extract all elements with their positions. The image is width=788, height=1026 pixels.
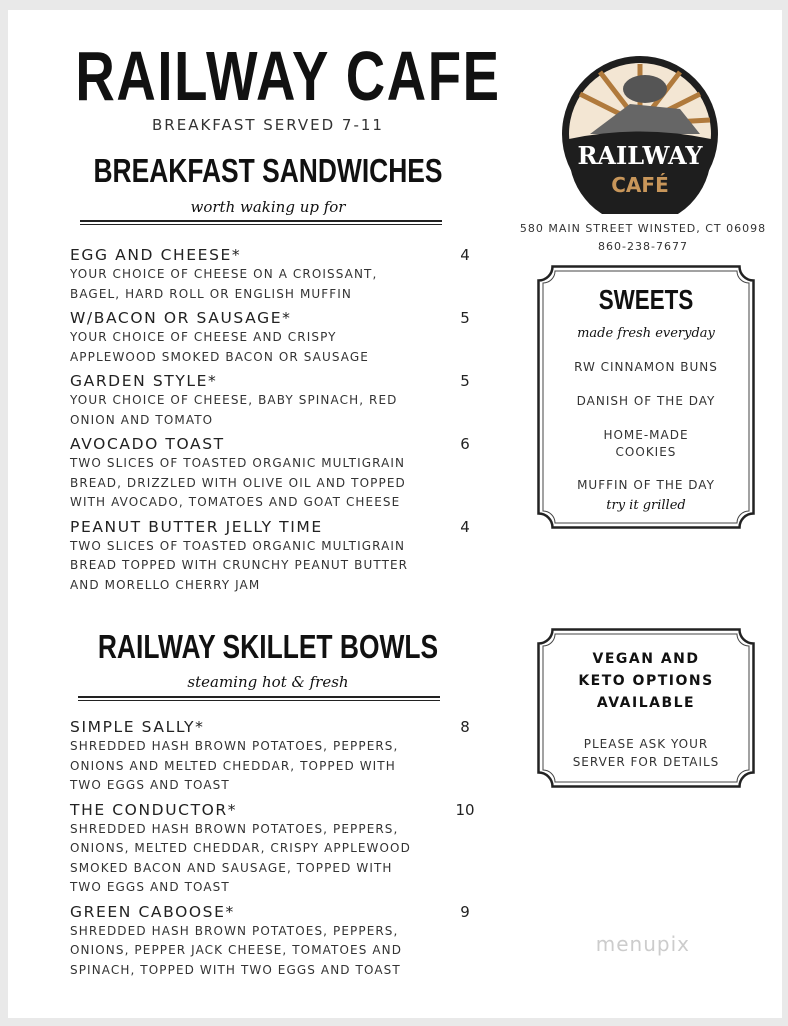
item-description: ONIONS, PEPPER JACK CHEESE, TOMATOES AND [70, 943, 403, 957]
item-description: SHREDDED HASH BROWN POTATOES, PEPPERS, [70, 739, 399, 753]
item-description: ONIONS AND MELTED CHEDDAR, TOPPED WITH [70, 758, 396, 773]
item-name: EGG AND CHEESE* [70, 246, 242, 264]
item-description: SPINACH, TOPPED WITH TWO EGGS AND TOAST [70, 962, 401, 977]
address: 580 MAIN STREET WINSTED, CT 06098 [519, 222, 767, 235]
section-heading-skillet: RAILWAY SKILLET BOWLS [97, 628, 439, 665]
item-description: TWO EGGS AND TOAST [70, 880, 230, 894]
vegan-line: KETO OPTIONS [578, 673, 714, 689]
section-divider [78, 696, 440, 701]
railway-cafe-logo [560, 54, 720, 214]
menu-item [70, 800, 475, 898]
vegan-line: VEGAN AND [592, 651, 700, 667]
menu-item [70, 371, 470, 430]
menu-item [70, 308, 470, 367]
item-description: SMOKED BACON AND SAUSAGE, TOPPED WITH [70, 860, 393, 875]
item-description: AND MORELLO CHERRY JAM [70, 577, 261, 592]
item-description: TWO SLICES OF TOASTED ORGANIC MULTIGRAIN [70, 538, 406, 553]
vegan-note: PLEASE ASK YOUR [583, 737, 709, 751]
item-description: ONIONS, MELTED CHEDDAR, CRISPY APPLEWOOD [70, 841, 411, 855]
sweets-item: DANISH OF THE DAY [576, 394, 716, 408]
item-description: APPLEWOOD SMOKED BACON OR SAUSAGE [70, 349, 369, 364]
section-divider [80, 220, 442, 225]
section-heading-breakfast: BREAKFAST SANDWICHES [93, 152, 443, 189]
item-name: THE CONDUCTOR* [70, 800, 238, 819]
contact-info [503, 220, 782, 256]
phone: 860-238-7677 [598, 240, 688, 253]
cafe-title: RAILWAY CAFE [75, 37, 501, 115]
item-price: 6 [460, 435, 470, 453]
menu-item [70, 434, 470, 513]
svg-text:CAFÉ: CAFÉ [611, 173, 669, 197]
section-tagline-skillet: steaming hot & fresh [187, 673, 349, 691]
sweets-item: RW CINNAMON BUNS [574, 360, 718, 374]
watermark: menupix [595, 932, 690, 956]
section-tagline-breakfast: worth waking up for [190, 198, 346, 216]
item-name: GREEN CABOOSE* [70, 902, 235, 921]
item-name: W/BACON OR SAUSAGE* [70, 309, 292, 327]
sweets-item: MUFFIN OF THE DAY [577, 478, 715, 492]
item-description: YOUR CHOICE OF CHEESE ON A CROISSANT, [70, 267, 378, 281]
item-price: 5 [460, 372, 470, 390]
item-description: ONION AND TOMATO [70, 412, 214, 427]
item-description: TWO SLICES OF TOASTED ORGANIC MULTIGRAIN [70, 456, 406, 470]
vegan-keto-box [537, 628, 755, 788]
item-price: 10 [455, 800, 475, 819]
menu-item [70, 245, 470, 304]
svg-text:RAILWAY: RAILWAY [577, 141, 703, 170]
item-description: TWO EGGS AND TOAST [70, 778, 230, 792]
menu-page [8, 10, 782, 1018]
sweets-tagline: made fresh everyday [577, 326, 715, 341]
item-name: PEANUT BUTTER JELLY TIME [70, 517, 323, 536]
menu-item [70, 517, 470, 596]
vegan-line: AVAILABLE [596, 695, 696, 711]
hours-subtitle: BREAKFAST SERVED 7-11 [152, 116, 384, 134]
menu-item [70, 902, 470, 981]
sweets-item: HOME-MADE [603, 428, 689, 442]
item-price: 4 [460, 517, 470, 536]
item-price: 5 [460, 309, 470, 327]
item-description: BAGEL, HARD ROLL OR ENGLISH MUFFIN [70, 286, 353, 301]
item-description: YOUR CHOICE OF CHEESE AND CRISPY [70, 330, 337, 344]
item-description: WITH AVOCADO, TOMATOES AND GOAT CHEESE [70, 495, 401, 509]
sweets-item: COOKIES [615, 445, 677, 459]
item-price: 8 [460, 718, 470, 736]
item-name: AVOCADO TOAST [70, 435, 225, 453]
menu-item [70, 717, 470, 796]
item-description: YOUR CHOICE OF CHEESE, BABY SPINACH, RED [70, 393, 398, 407]
item-description: BREAD TOPPED WITH CRUNCHY PEANUT BUTTER [70, 558, 409, 572]
sweets-box [537, 265, 755, 529]
item-price: 4 [460, 246, 470, 264]
item-description: BREAD, DRIZZLED WITH OLIVE OIL AND TOPPED [70, 475, 406, 490]
item-description: SHREDDED HASH BROWN POTATOES, PEPPERS, [70, 821, 399, 836]
vegan-note: SERVER FOR DETAILS [572, 755, 720, 769]
item-price: 9 [460, 902, 470, 921]
item-description: SHREDDED HASH BROWN POTATOES, PEPPERS, [70, 923, 399, 938]
sweets-footer: try it grilled [606, 498, 686, 513]
item-name: GARDEN STYLE* [70, 372, 218, 390]
item-name: SIMPLE SALLY* [70, 718, 205, 736]
sweets-heading: SWEETS [598, 284, 694, 315]
